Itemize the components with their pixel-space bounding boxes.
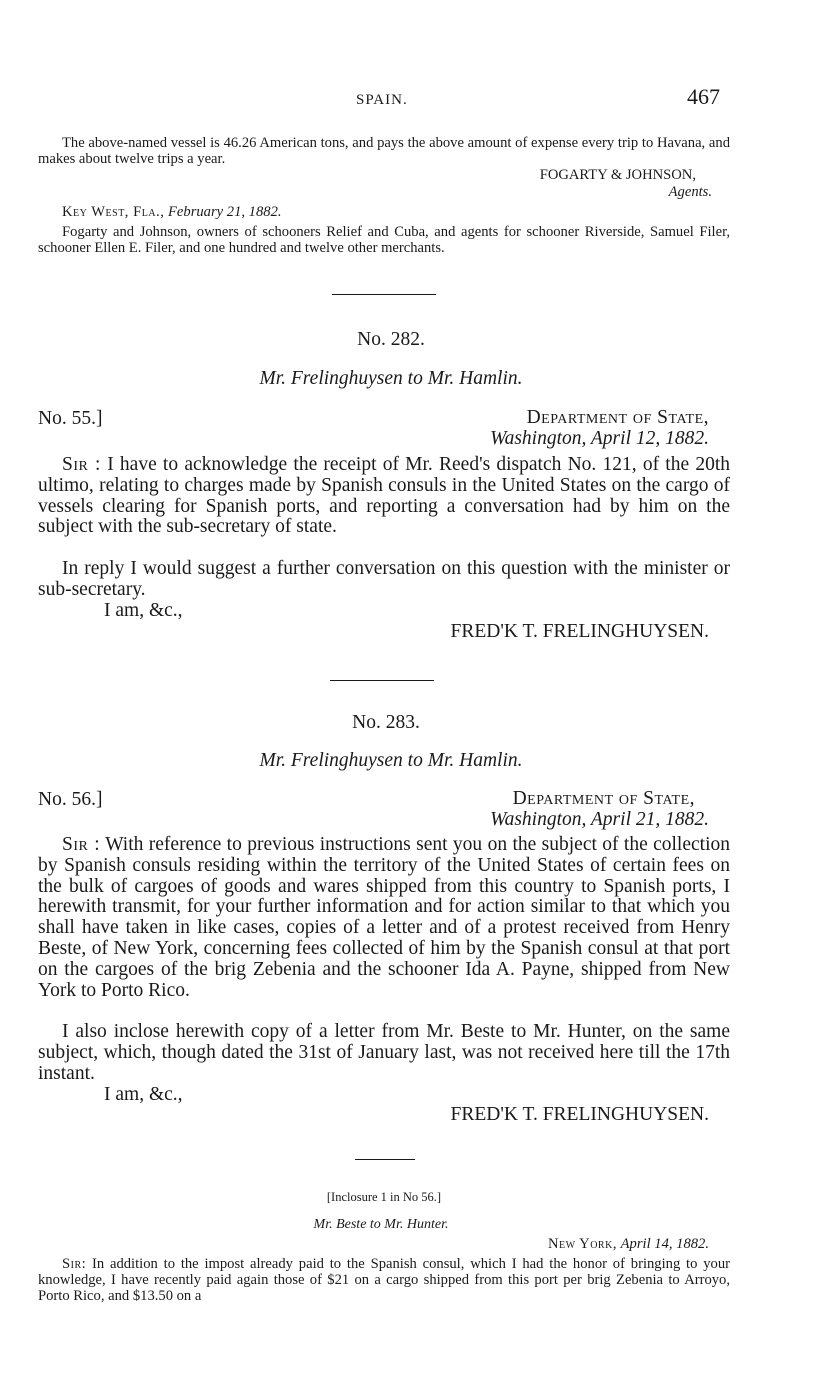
- section-divider: [332, 294, 436, 295]
- salutation: Sir:: [62, 1256, 87, 1272]
- signatory-name: FOGARTY & JOHNSON,: [539, 167, 696, 183]
- inclosure-place-date: [548, 1236, 709, 1252]
- vessel-paragraph: The above-named vessel is 46.26 American tons, and pays the above amount of expense every trip to Havana, and makes about twelve trips a year.: [38, 135, 730, 167]
- inclosure-heading: Mr. Beste to Mr. Hunter.: [313, 1217, 449, 1232]
- running-title: SPAIN.: [356, 92, 408, 108]
- department-line: Department of State,: [512, 788, 695, 809]
- body-text: In addition to the impost already paid to the Spanish consul, which I had the honor of bringing to your knowledge, I have recently paid again those of $21 on a cargo shipped from this port per brig Zebenia to Arroyo, Porto Rico, and $13.50 on a: [38, 1256, 730, 1304]
- document-number: No. 283.: [352, 712, 420, 733]
- place: Key West, Fla.,: [62, 204, 165, 220]
- place-date-line: [62, 204, 282, 220]
- letter-body-paragraph: I also inclose herewith copy of a letter from Mr. Beste to Mr. Hunter, on the same subject, which, though dated the 31st of January last, was not received here till the 17th instant.: [38, 1021, 730, 1084]
- signatory-role: Agents.: [668, 184, 712, 200]
- document-heading: Mr. Frelinghuysen to Mr. Hamlin.: [259, 368, 523, 389]
- date: April 14, 1882.: [620, 1236, 709, 1252]
- dispatch-reference: No. 56.]: [38, 789, 103, 810]
- section-divider: [330, 680, 434, 681]
- place: New York,: [547, 1236, 617, 1252]
- closing: I am, &c.,: [104, 600, 183, 621]
- closing: I am, &c.,: [104, 1084, 183, 1105]
- dispatch-reference: No. 55.]: [38, 408, 103, 429]
- letter-body-paragraph: In reply I would suggest a further conversation on this question with the minister or sub-secretary.: [38, 558, 730, 600]
- inclosure-label: [Inclosure 1 in No 56.]: [326, 1190, 442, 1204]
- page-number: 467: [687, 84, 720, 109]
- letter-body-paragraph: [38, 835, 730, 1001]
- salutation: Sir :: [62, 834, 101, 855]
- owners-note: Fogarty and Johnson, owners of schooners Relief and Cuba, and agents for schooner Riverside, Samuel Filer, schooner Ellen E. Filer, and one hundred and twelve other merchants.: [38, 224, 730, 256]
- department-line: Department of State,: [526, 407, 709, 428]
- signature: FRED'K T. FRELINGHUYSEN.: [450, 1104, 709, 1125]
- letter-body-paragraph: [38, 455, 730, 538]
- date: February 21, 1882.: [168, 204, 282, 220]
- place-date: Washington, April 21, 1882.: [490, 809, 709, 830]
- inclosure-body: [38, 1256, 730, 1304]
- body-text: With reference to previous instructions sent you on the subject of the collection by Spanish consuls residing within the territory of the United States of certain fees on the bulk of cargoes of goods and wares shipped from this country to Spanish ports, I herewith transmit, for your further information and for action similar to that which you shall have taken in like cases, copies of a letter and of a protest received from Henry Beste, of New York, concerning fees collected of him by the Spanish consul at that port on the cargoes of the brig Zebenia and the schooner Ida A. Payne, shipped from New York to Porto Rico.: [38, 834, 730, 1001]
- document-heading: Mr. Frelinghuysen to Mr. Hamlin.: [259, 750, 523, 771]
- body-text: I have to acknowledge the receipt of Mr. Reed's dispatch No. 121, of the 20th ultimo, relating to charges made by Spanish consuls in the United States on the cargo of vessels clearing for Spanish ports, and reporting a conversation had by him on the subject with the sub-secretary of state.: [38, 454, 730, 538]
- place-date: Washington, April 12, 1882.: [490, 428, 709, 449]
- document-number: No. 282.: [357, 329, 425, 350]
- salutation: Sir :: [62, 454, 101, 475]
- section-divider: [355, 1159, 415, 1160]
- signature: FRED'K T. FRELINGHUYSEN.: [450, 621, 709, 642]
